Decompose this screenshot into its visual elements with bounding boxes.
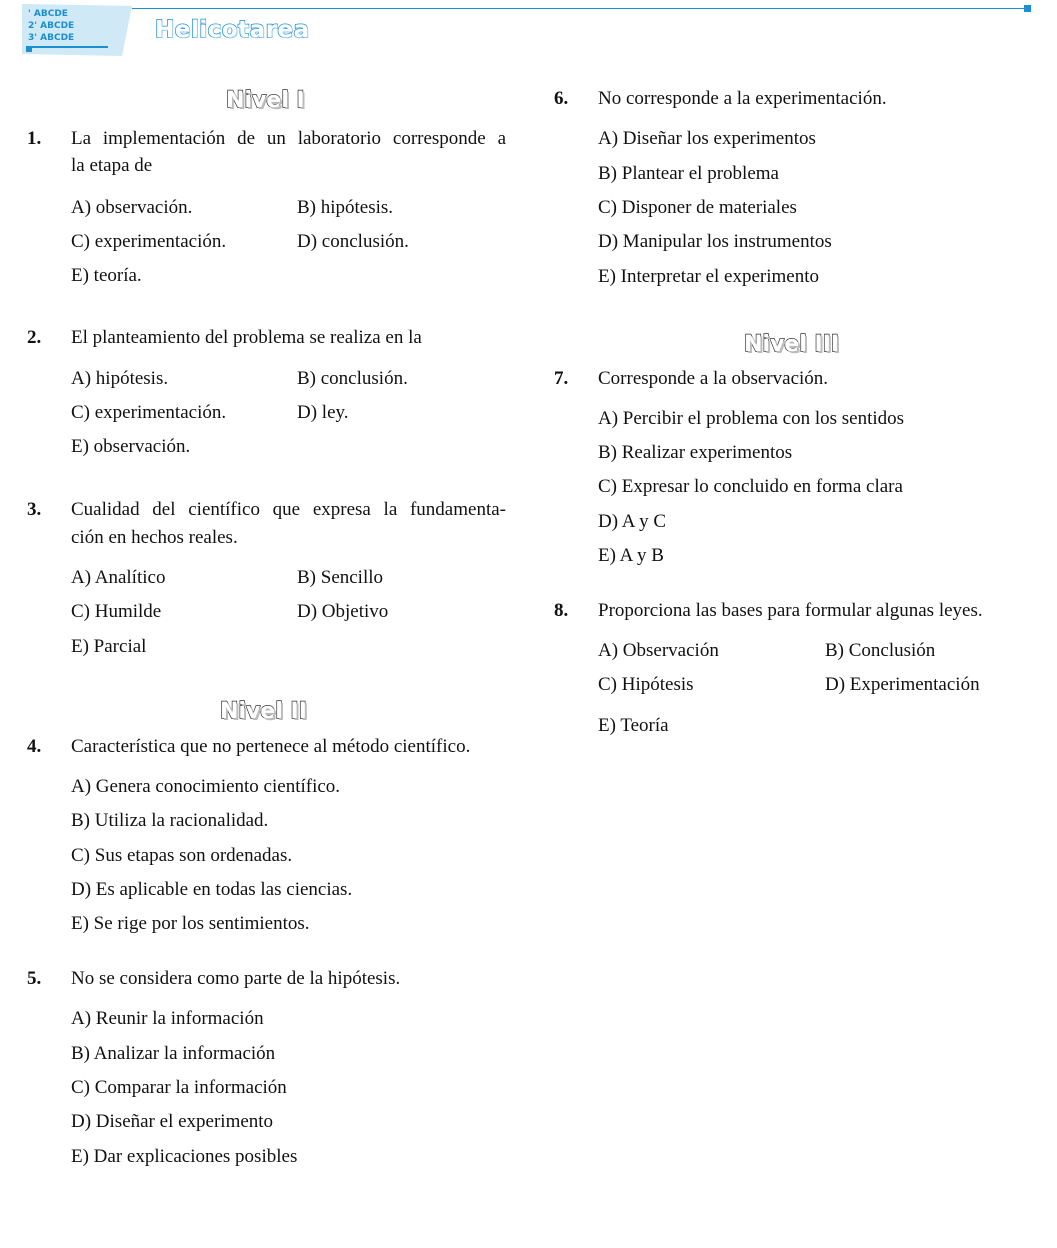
question-text: Proporciona las bases para formular algunas leyes.: [598, 600, 983, 621]
question-number: 3.: [27, 499, 42, 520]
option: E) teoría.: [71, 265, 142, 286]
option: A) Genera conocimiento científico.: [71, 776, 341, 797]
option: E) Se rige por los sentimientos.: [71, 913, 310, 934]
option: B) conclusión.: [297, 368, 408, 389]
question-text: [71, 128, 506, 150]
option: C) Humilde: [71, 601, 162, 622]
option: A) Percibir el problema con los sentidos: [598, 408, 905, 429]
question-text: No se considera como parte de la hipótesis.: [71, 968, 401, 989]
option: E) Teoría: [598, 715, 669, 736]
question-number: 1.: [27, 128, 42, 149]
svg-text:3' ABCDE: 3' ABCDE: [28, 33, 75, 43]
question-text: [71, 499, 506, 521]
question-text: Característica que no pertenece al método científico.: [71, 736, 471, 757]
page-header: [0, 0, 1057, 60]
abc-logo-icon: [22, 2, 142, 58]
nivel-heading: Nivel III: [744, 332, 839, 357]
option: C) Sus etapas son ordenadas.: [71, 845, 293, 866]
option: D) ley.: [297, 402, 349, 423]
option: C) Hipótesis: [598, 674, 694, 695]
option: D) Diseñar el experimento: [71, 1111, 274, 1132]
option: A) Diseñar los experimentos: [598, 128, 816, 149]
question-line: ción en hechos reales.: [71, 527, 238, 548]
option: A) Analítico: [71, 567, 166, 588]
option: D) Objetivo: [297, 601, 389, 622]
option: E) Dar explicaciones posibles: [71, 1146, 298, 1167]
option: A) Observación: [598, 640, 719, 661]
question-number: 2.: [27, 327, 42, 348]
option: E) Interpretar el experimento: [598, 266, 820, 287]
option: B) Analizar la información: [71, 1043, 276, 1064]
option: D) A y C: [598, 511, 667, 532]
option: B) Realizar experimentos: [598, 442, 793, 463]
svg-text:' ABCDE: ' ABCDE: [28, 9, 68, 19]
option: B) Utiliza la racionalidad.: [71, 810, 269, 831]
nivel-heading: Nivel II: [220, 699, 307, 724]
question-number: 6.: [554, 88, 569, 109]
question-line: La implementación de un laboratorio corresponde a: [71, 128, 506, 149]
question-line: la etapa de: [71, 155, 153, 176]
option: C) experimentación.: [71, 231, 227, 252]
option: B) Conclusión: [825, 640, 936, 661]
page-title: Helicotarea: [155, 17, 310, 43]
option: B) Plantear el problema: [598, 163, 779, 184]
option: A) Reunir la información: [71, 1008, 264, 1029]
option: A) hipótesis.: [71, 368, 169, 389]
question-text: El planteamiento del problema se realiza en la: [71, 327, 422, 348]
option: C) Expresar lo concluido en forma clara: [598, 476, 903, 497]
question-number: 4.: [27, 736, 42, 757]
header-rule-end: [1024, 5, 1031, 12]
option: D) Es aplicable en todas las ciencias.: [71, 879, 353, 900]
question-number: 7.: [554, 368, 569, 389]
option: B) Sencillo: [297, 567, 384, 588]
question-number: 5.: [27, 968, 42, 989]
option: D) Manipular los instrumentos: [598, 231, 832, 252]
option: E) observación.: [71, 436, 191, 457]
question-line: Cualidad del científico que expresa la fundamenta-: [71, 499, 506, 520]
option: C) Disponer de materiales: [598, 197, 797, 218]
option: A) observación.: [71, 197, 193, 218]
nivel-heading: Nivel I: [226, 88, 305, 113]
option: E) A y B: [598, 545, 664, 566]
question-text: Corresponde a la observación.: [598, 368, 829, 389]
option: B) hipótesis.: [297, 197, 394, 218]
option: E) Parcial: [71, 636, 147, 657]
option: D) conclusión.: [297, 231, 409, 252]
svg-text:2' ABCDE: 2' ABCDE: [28, 21, 75, 31]
option: C) Comparar la información: [71, 1077, 287, 1098]
option: C) experimentación.: [71, 402, 227, 423]
header-rule: [132, 8, 1027, 9]
question-number: 8.: [554, 600, 569, 621]
question-text: No corresponde a la experimentación.: [598, 88, 887, 109]
option: D) Experimentación: [825, 674, 980, 695]
